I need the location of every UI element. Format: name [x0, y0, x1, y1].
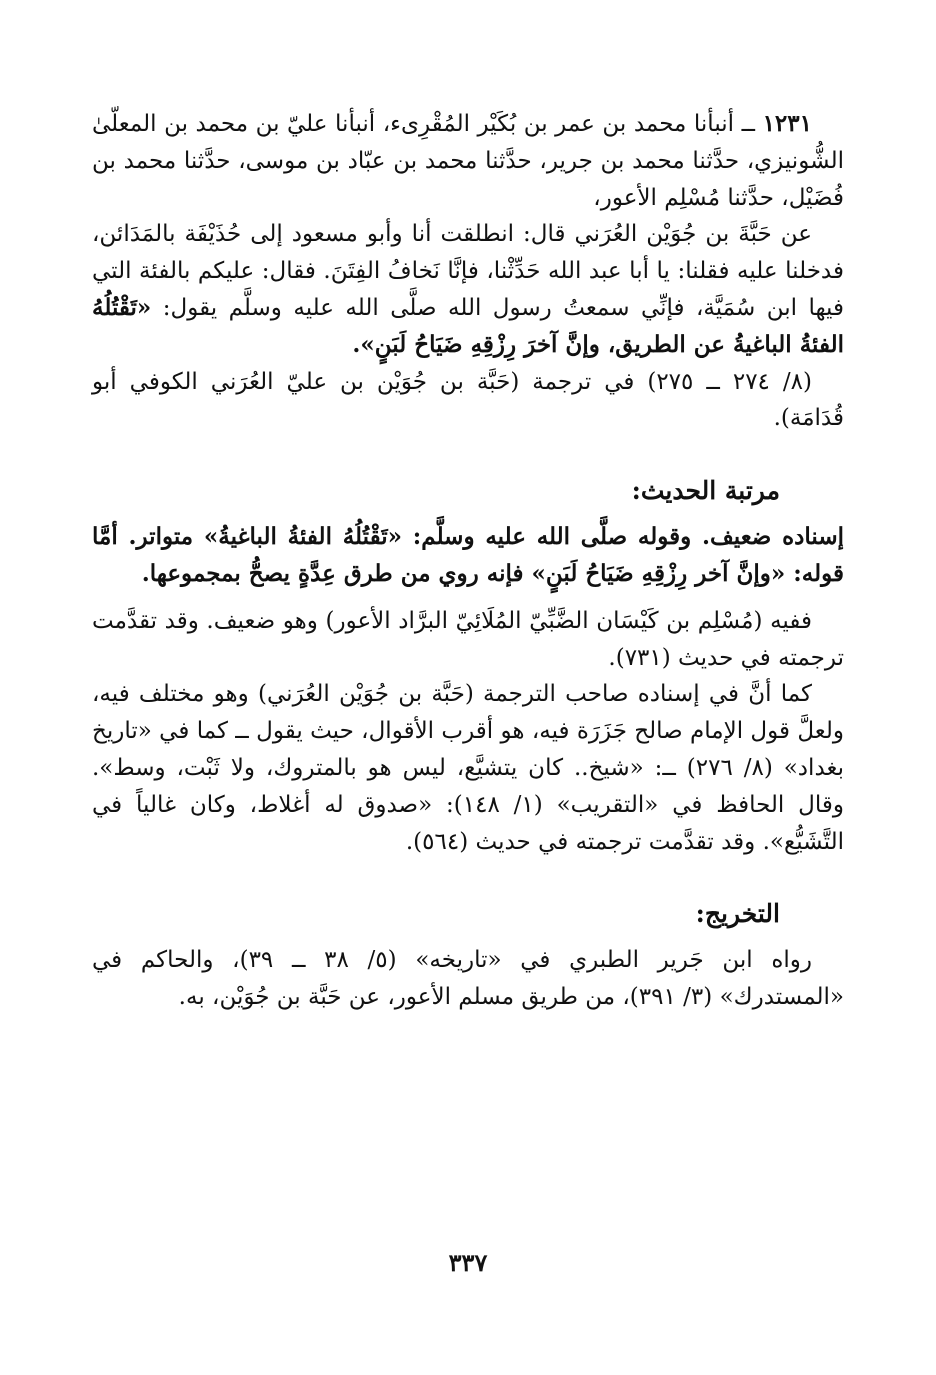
grading-paragraph-1: إسناده ضعيف. وقوله صلَّى الله عليه وسلَّم: «تَقْتُلُهُ الفئةُ الباغيةُ» متواتر. أمَّا قوله: «وإنَّ آخر رِزْقِهِ ضَيَاحُ لَبَنٍ» فإنه روي من طرق عِدَّةٍ يصحُّ بمجموعها.: [92, 523, 844, 587]
takhrij-heading: التخريج:: [695, 899, 780, 929]
page-number: ٣٣٧: [448, 1248, 488, 1277]
grading-paragraph-2: ففيه (مُسْلِم بن كَيْسَان الضَّبِّيّ المُلَائِيّ البرَّاد الأعور) وهو ضعيف. وقد تقدَّمت ترجمته في حديث (٧٣١).: [92, 607, 844, 671]
hadith-isnad-paragraph: [92, 106, 844, 216]
page-body: [92, 106, 844, 1016]
hadith-reference: (٨/ ٢٧٤ ــ ٢٧٥) في ترجمة (حَبَّة بن جُوَيْن بن عليّ العُرَني الكوفي أبو قُدَامَة).: [92, 368, 844, 432]
grading-heading: مرتبة الحديث:: [631, 476, 780, 506]
hadith-matn: عن حَبَّةَ بن جُوَيْن العُرَني قال: انطلقت أنا وأبو مسعود إلى حُذَيْفَة بالمَدَائن، فدخلنا عليه فقلنا: يا أبا عبد الله حَدِّثْنا، فإنَّا نَخافُ الفِتَنَ. فقال: عليكم بالفئة التي فيها ابن سُمَيَّة، فإنِّي سمعتُ رسول الله صلَّى الله عليه وسلَّم يقول:: [92, 221, 844, 321]
hadith-isnad: ــ أنبأنا محمد بن عمر بن بُكَيْر المُقْرِىء، أنبأنا عليّ بن محمد بن المعلّىٰ الشُّونيزي، حدَّثنا محمد بن جرير، حدَّثنا محمد بن عبّاد بن موسى، حدَّثنا محمد بن فُضَيْل، حدَّثنا مُسْلِم الأعور،: [92, 111, 844, 211]
spacer: [92, 437, 844, 471]
grading-paragraph-3: كما أنَّ في إسناده صاحب الترجمة (حَبَّة بن جُوَيْن العُرَني) وهو مختلف فيه، ولعلَّ قول الإمام صالح جَزَرَة فيه، هو أقرب الأقوال، حيث يقول ــ كما في «تاريخ بغداد» (٨/ ٢٧٦) ــ: «شيخ.. كان يتشيَّع، ليس هو بالمتروك، ولا ثَبْت، وسط». وقال الحافظ في «التقريب» (١/ ١٤٨): «صدوق له أغلاط، وكان غالياً في التَّشَيُّع». وقد تقدَّمت ترجمته في حديث (٥٦٤).: [92, 681, 845, 855]
spacer: [92, 593, 844, 603]
takhrij-paragraph: رواه ابن جَرير الطبري في «تاريخه» (٥/ ٣٨ ــ ٣٩)، والحاكم في «المستدرك» (٣/ ٣٩١)، من طريق مسلم الأعور، عن حَبَّة بن جُوَيْن، به.: [92, 947, 844, 1011]
spacer: [92, 860, 844, 894]
hadith-matn-quote: «تَقْتُلُهُ الفئةُ الباغيةُ عن الطريق، وإنَّ آخرَ رِزْقِهِ ضَيَاحُ لَبَنٍ».: [92, 293, 844, 358]
hadith-matn-paragraph: [92, 216, 844, 363]
hadith-number: ١٢٣١: [762, 110, 812, 137]
